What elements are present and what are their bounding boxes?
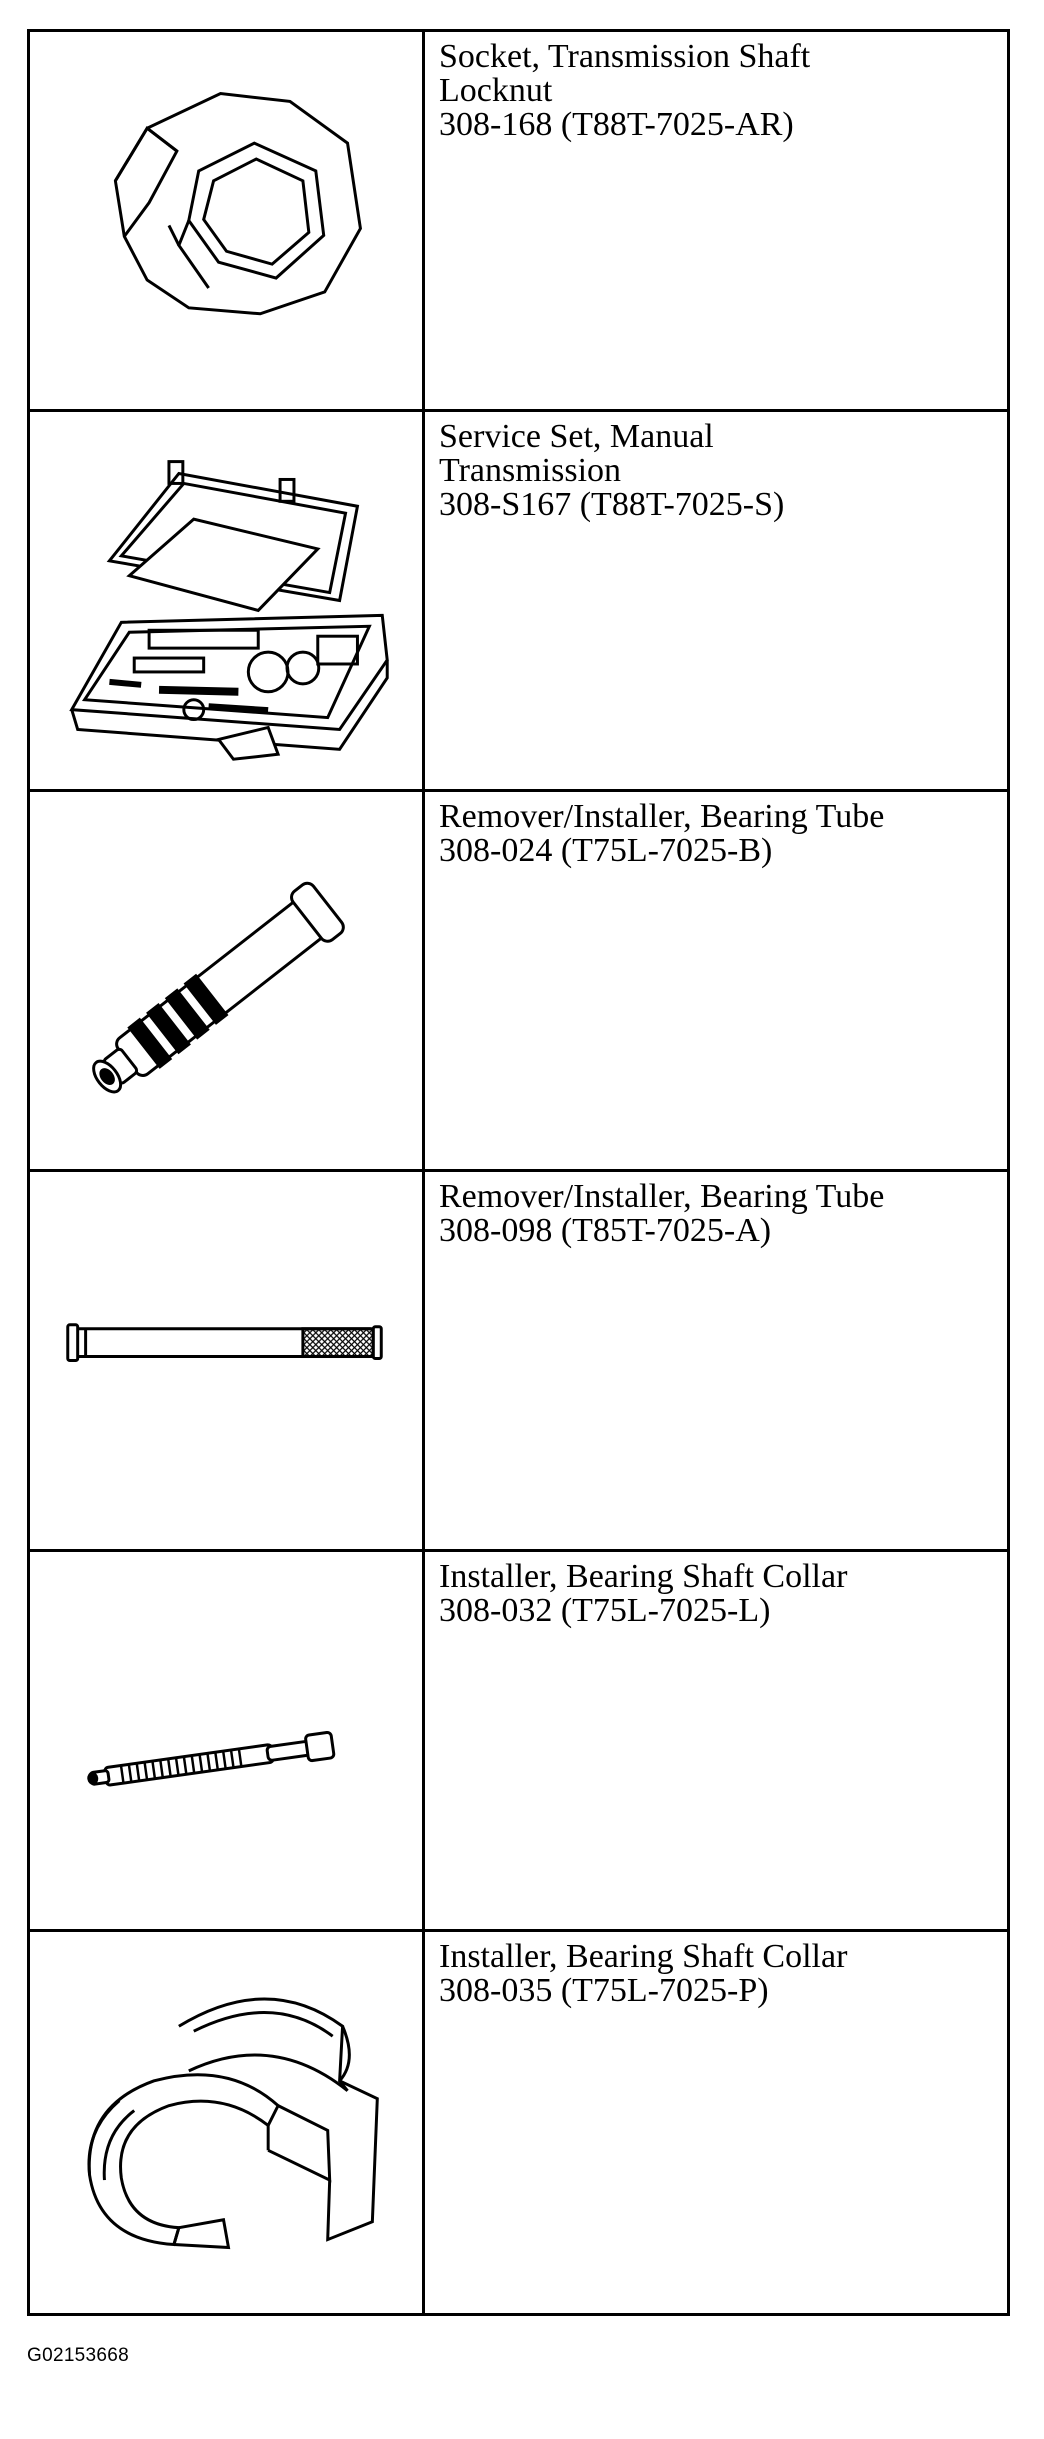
tool-illustration-cell	[29, 31, 424, 411]
tool-illustration-cell	[29, 791, 424, 1171]
tool-name: Remover/Installer, Bearing Tube	[439, 1178, 885, 1215]
threaded-rod-tool-icon	[30, 1552, 422, 1929]
tool-name: Installer, Bearing Shaft Collar	[439, 1938, 848, 1975]
tool-part-number: 308-098 (T85T-7025-A)	[439, 1212, 772, 1249]
service-set-case-icon	[30, 412, 422, 789]
tool-name: Remover/Installer, Bearing Tube	[439, 798, 885, 835]
tool-description	[424, 791, 1009, 1171]
tool-name: Service Set, Manual Transmission	[439, 418, 714, 489]
tool-part-number: 308-024 (T75L-7025-B)	[439, 832, 773, 869]
table-row	[29, 1551, 1009, 1931]
tool-description	[424, 1551, 1009, 1931]
locknut-socket-icon	[30, 32, 422, 409]
figure-id: G02153668	[27, 2345, 130, 2366]
table-row	[29, 1931, 1009, 2315]
tool-part-number: 308-168 (T88T-7025-AR)	[439, 106, 794, 143]
tool-name: Installer, Bearing Shaft Collar	[439, 1558, 848, 1595]
table-row	[29, 31, 1009, 411]
table-row	[29, 791, 1009, 1171]
knurled-bar-tool-icon	[30, 1172, 422, 1549]
tool-illustration-cell	[29, 1931, 424, 2315]
tool-illustration-cell	[29, 411, 424, 791]
tool-description	[424, 411, 1009, 791]
tool-name: Socket, Transmission Shaft Locknut	[439, 38, 811, 109]
special-tools-table	[27, 29, 1010, 2316]
tool-illustration-cell	[29, 1171, 424, 1551]
tool-description	[424, 1931, 1009, 2315]
tool-part-number: 308-032 (T75L-7025-L)	[439, 1592, 771, 1629]
tool-part-number: 308-S167 (T88T-7025-S)	[439, 486, 785, 523]
tool-description	[424, 1171, 1009, 1551]
tool-description	[424, 31, 1009, 411]
tool-part-number: 308-035 (T75L-7025-P)	[439, 1972, 769, 2009]
bearing-tube-tool-icon	[30, 792, 422, 1169]
collar-installer-icon	[30, 1932, 422, 2313]
table-row	[29, 411, 1009, 791]
tool-illustration-cell	[29, 1551, 424, 1931]
table-row	[29, 1171, 1009, 1551]
